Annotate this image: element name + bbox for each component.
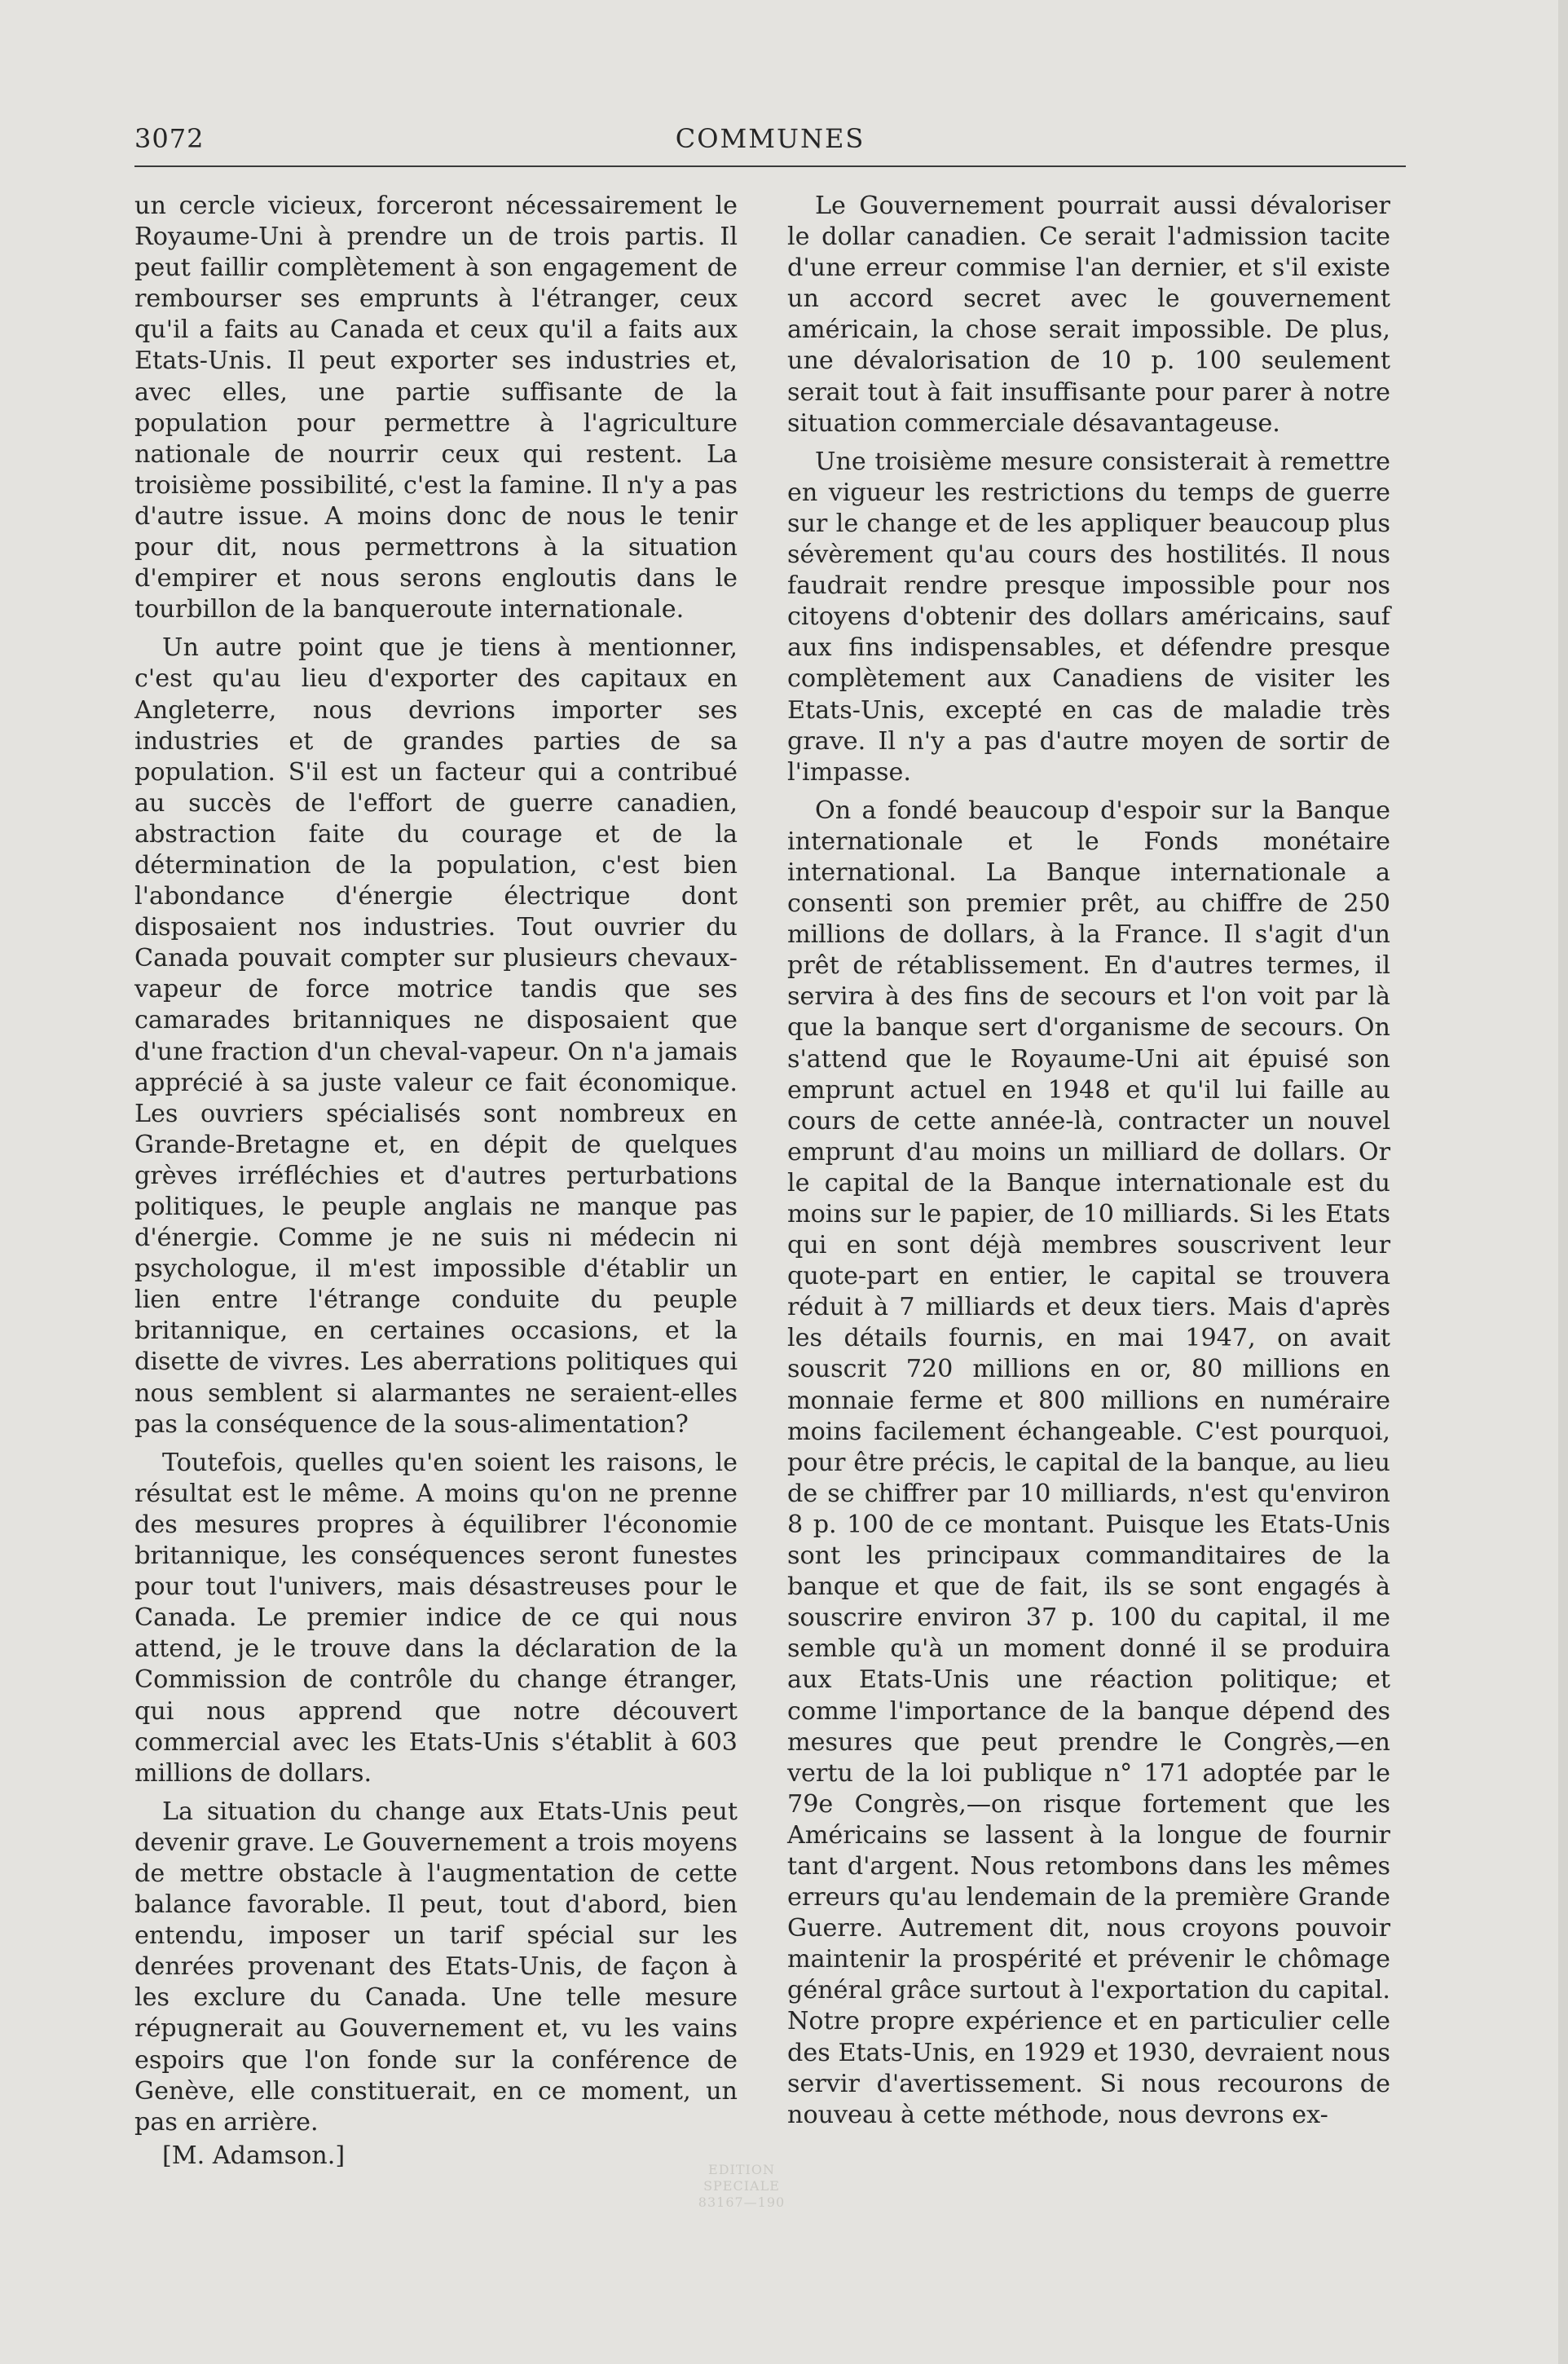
paragraph: Le Gouvernement pourrait aussi dévaloriser le dollar canadien. Ce serait l'admission tacite d'une erreur commise l'an dernier, et s'il existe un accord secret avec le gouvernement américain, la chose serait impossible. De plus, une dévalorisation de 10 p. 100 seulement serait tout à fait insuffisante pour parer à notre situation commerciale désavantageuse. (787, 192, 1390, 438)
left-column (134, 191, 738, 2146)
right-column (787, 191, 1390, 2138)
stamp-line: EDITION SPECIALE (703, 2162, 780, 2194)
header-rule (134, 165, 1406, 167)
speaker-attribution: [M. Adamson.] (162, 2141, 346, 2170)
paragraph: Une troisième mesure consisterait à remettre en vigueur les restrictions du temps de guerre sur le change et de les appliquer beaucoup plus sévèrement qu'au cours des hostilités. Il nous faudrait rendre presque impossible pour nos citoyens d'obtenir des dollars américains, sauf aux fins indispensables, et défendre presque complètement aux Canadiens de visiter les Etats-Unis, excepté en cas de maladie très grave. Il n'y a pas d'autre moyen de sortir de l'impasse. (787, 447, 1390, 787)
paragraph: un cercle vicieux, forceront nécessairement le Royaume-Uni à prendre un de trois partis. Il peut faillir complètement à son engagement de rembourser ses emprunts à l'étranger, ceux qu'il a faits au Canada et ceux qu'il a faits aux Etats-Unis. Il peut exporter ses industries et, avec elles, une partie suffisante de la population pour permettre à l'agriculture nationale de nourrir ceux qui restent. La troisième possibilité, c'est la famine. Il n'y a pas d'autre issue. A moins donc de nous le tenir pour dit, nous permettrons à la situation d'empirer et nous serons engloutis dans le tourbillon de la banqueroute internationale. (134, 192, 738, 624)
paragraph: La situation du change aux Etats-Unis peut devenir grave. Le Gouvernement a trois moyens de mettre obstacle à l'augmentation de cette balance favorable. Il peut, tout d'abord, bien entendu, imposer un tarif spécial sur les denrées provenant des Etats-Unis, de façon à les exclure du Canada. Une telle mesure répugnerait au Gouvernement et, vu les vains espoirs que l'on fonde sur la conférence de Genève, elle constituerait, en ce moment, un pas en arrière. (134, 1797, 738, 2137)
printer-stamp (668, 2162, 815, 2211)
page-number: 3072 (134, 123, 205, 154)
paragraph: Un autre point que je tiens à mentionner, c'est qu'au lieu d'exporter des capitaux en Angleterre, nous devrions importer ses industries et de grandes parties de sa population. S'il est un facteur qui a contribué au succès de l'effort de guerre canadien, abstraction faite du courage et de la détermination de la population, c'est bien l'abondance d'énergie électrique dont disposaient nos industries. Tout ouvrier du Canada pouvait compter sur plusieurs chevaux-vapeur de force motrice tandis que ses camarades britanniques ne disposaient que d'une fraction d'un cheval-vapeur. On n'a jamais apprécié à sa juste valeur ce fait économique. Les ouvriers spécialisés sont nombreux en Grande-Bretagne et, en dépit de quelques grèves irréfléchies et d'autres perturbations politiques, le peuple anglais ne manque pas d'énergie. Comme je ne suis ni médecin ni psychologue, il m'est impossible d'établir un lien entre l'étrange conduite du peuple britannique, en certaines occasions, et la disette de vivres. Les aberrations politiques qui nous semblent si alarmantes ne seraient-elles pas la conséquence de la sous-alimentation? (134, 633, 738, 1439)
page-header (134, 121, 1406, 161)
stamp-line: 83167—190 (698, 2194, 786, 2210)
scan-edge (1558, 0, 1568, 2364)
running-title: COMMUNES (675, 123, 865, 154)
paragraph: On a fondé beaucoup d'espoir sur la Banque internationale et le Fonds monétaire international. La Banque internationale a consenti son premier prêt, au chiffre de 250 millions de dollars, à la France. Il s'agit d'un prêt de rétablissement. En d'autres termes, il servira à des fins de secours et l'on voit par là que la banque sert d'organisme de secours. On s'attend que le Royaume-Uni ait épuisé son emprunt actuel en 1948 et qu'il lui faille au cours de cette année-là, contracter un nouvel emprunt d'au moins un milliard de dollars. Or le capital de la Banque internationale est du moins sur le papier, de 10 milliards. Si les Etats qui en sont déjà membres souscrivent leur quote-part en entier, le capital se trouvera réduit à 7 milliards et deux tiers. Mais d'après les détails fournis, en mai 1947, on avait souscrit 720 millions en or, 80 millions en monnaie ferme et 800 millions en numéraire moins facilement échangeable. C'est pourquoi, pour être précis, le capital de la banque, au lieu de se chiffrer par 10 milliards, n'est qu'environ 8 p. 100 de ce montant. Puisque les Etats-Unis sont les principaux commanditaires de la banque et que de fait, ils se sont engagés à souscrire environ 37 p. 100 du capital, il me semble qu'à un moment donné il se produira aux Etats-Unis une réaction politique; et comme l'importance de la banque dépend des mesures que peut prendre le Congrès,—en vertu de la loi publique n° 171 adoptée par le 79e Congrès,—on risque fortement que les Américains se lassent à la longue de fournir tant d'argent. Nous retombons dans les mêmes erreurs qu'au lendemain de la première Grande Guerre. Autrement dit, nous croyons pouvoir maintenir la prospérité et prévenir le chômage général grâce surtout à l'exportation du capital. Notre propre expérience et en particulier celle des Etats-Unis, en 1929 et 1930, devraient nous servir d'avertissement. Si nous recourons de nouveau à cette méthode, nous devrons ex- (787, 796, 1390, 2129)
paragraph: Toutefois, quelles qu'en soient les raisons, le résultat est le même. A moins qu'on ne prenne des mesures propres à équilibrer l'économie britannique, les conséquences seront funestes pour tout l'univers, mais désastreuses pour le Canada. Le premier indice de ce qui nous attend, je le trouve dans la déclaration de la Commission de contrôle du change étranger, qui nous apprend que notre découvert commercial avec les Etats-Unis s'établit à 603 millions de dollars. (134, 1448, 738, 1788)
